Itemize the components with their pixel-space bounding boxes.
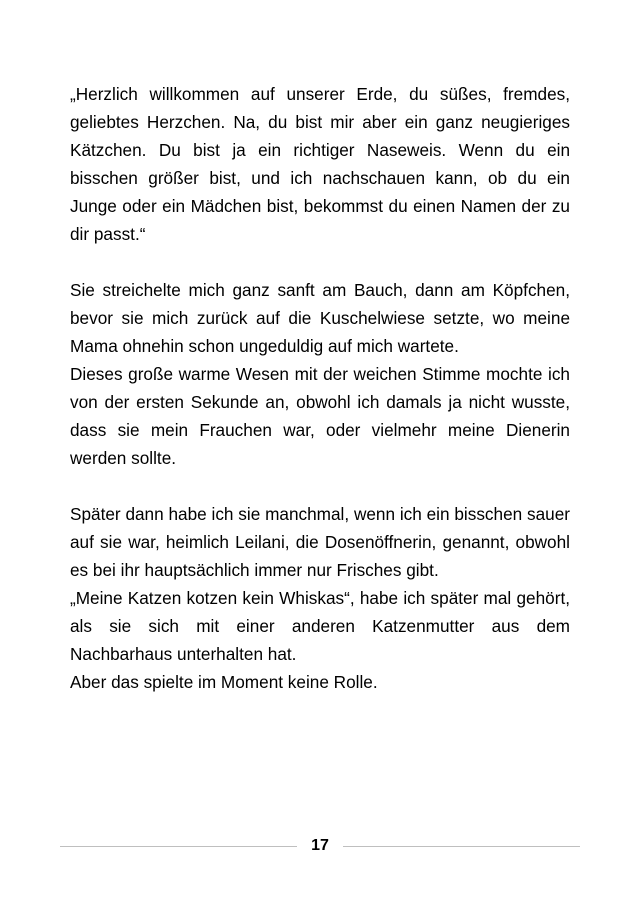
paragraph: Dieses große warme Wesen mit der weichen Stimme mochte ich von der ersten Sekunde an, obwohl ich damals ja nicht wusste, dass sie mein Frauchen war, oder vielmehr meine Dienerin werden sollte. xyxy=(70,364,570,468)
paragraph: Aber das spielte im Moment keine Rolle. xyxy=(70,672,378,692)
paragraph: „Herzlich willkommen auf unserer Erde, du süßes, fremdes, geliebtes Herzchen. Na, du bist mir aber ein ganz neugieriges Kätzchen. Du bist ja ein richtiger Naseweis. Wenn du ein bisschen größer bist, und ich nachschauen kann, ob du ein Junge oder ein Mädchen bist, bekommst du einen Namen der zu dir passt.“ xyxy=(70,84,570,244)
paragraph-spacer xyxy=(70,472,570,500)
page-body-text xyxy=(70,80,570,696)
paragraph: „Meine Katzen kotzen kein Whiskas“, habe ich später mal gehört, als sie sich mit einer anderen Katzenmutter aus dem Nachbarhaus unterhalten hat. xyxy=(70,588,570,664)
page-footer xyxy=(60,838,580,854)
paragraph: Später dann habe ich sie manchmal, wenn ich ein bisschen sauer auf sie war, heimlich Leilani, die Dosenöffnerin, genannt, obwohl es bei ihr hauptsächlich immer nur Frisches gibt. xyxy=(70,504,570,580)
paragraph-spacer xyxy=(70,248,570,276)
footer-rule-right xyxy=(343,846,580,847)
paragraph: Sie streichelte mich ganz sanft am Bauch, dann am Köpfchen, bevor sie mich zurück auf die Kuschelwiese setzte, wo meine Mama ohnehin schon ungeduldig auf mich wartete. xyxy=(70,280,570,356)
footer-rule-left xyxy=(60,846,297,847)
page-number: 17 xyxy=(311,837,329,854)
